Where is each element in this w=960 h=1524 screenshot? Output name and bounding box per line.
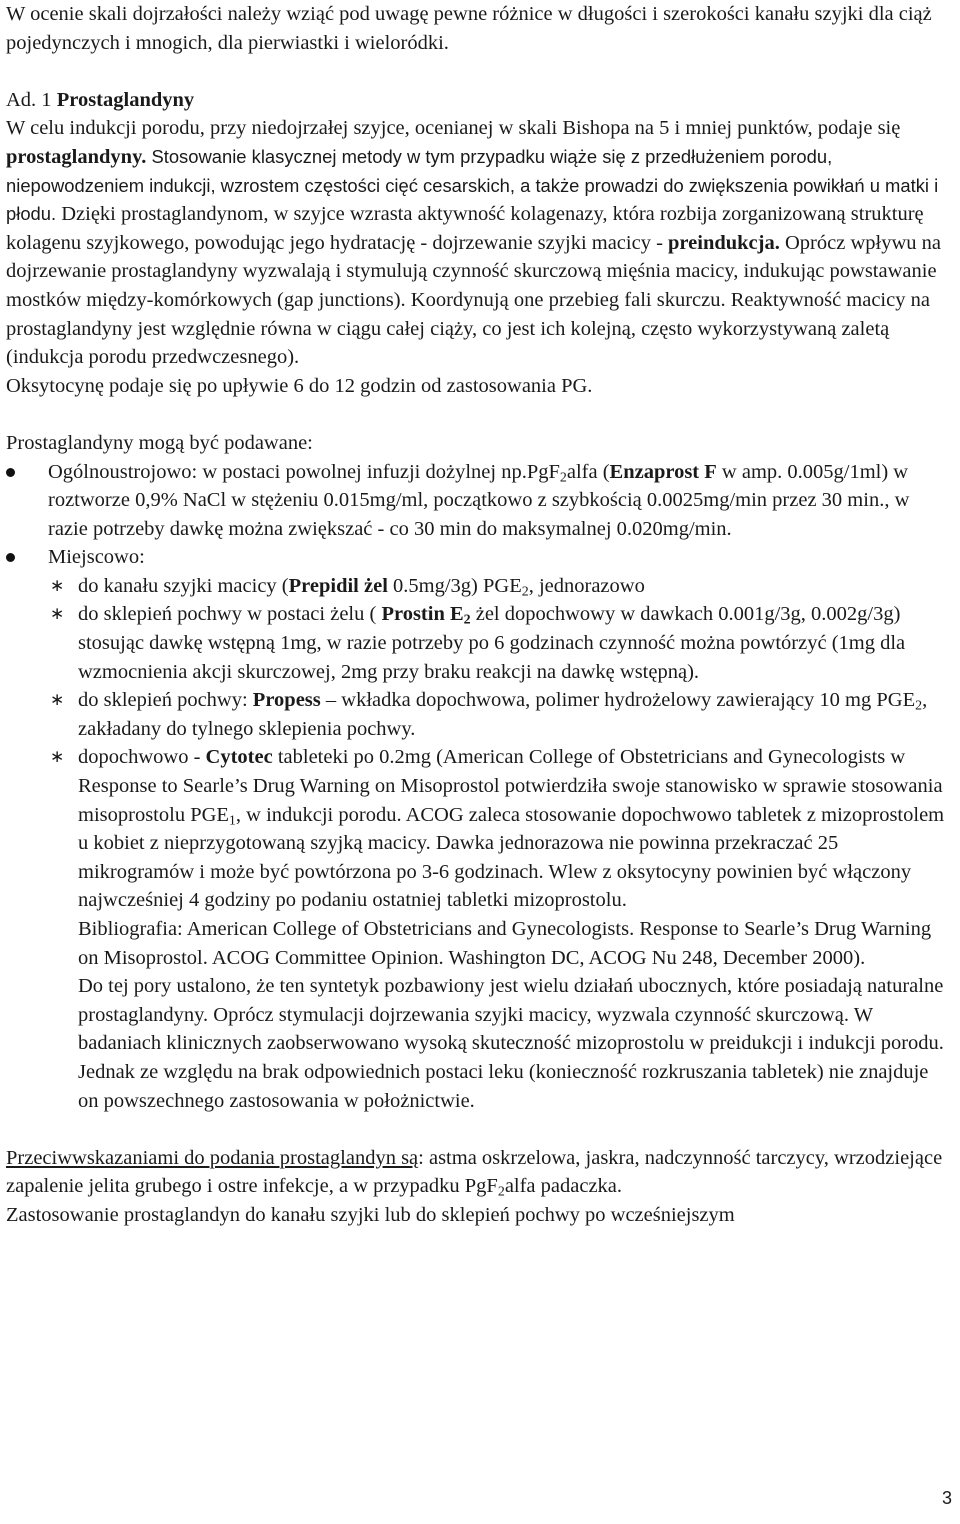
last-line: Zastosowanie prostaglandyn do kanału szyjki lub do sklepień pochwy po wcześniejszym xyxy=(6,1203,735,1226)
s2-text: do sklepień pochwy w postaci żelu ( xyxy=(78,603,382,626)
document-page xyxy=(6,0,954,1230)
s3-text: do sklepień pochwy: xyxy=(78,689,253,712)
subitem-prepidil xyxy=(6,572,954,601)
contra-text: : astma oskrzelowa, jaskra, nadczynność tarczycy, wrzodziejące zapalenie jelita grubego i ostre infekcje, a w przypadku PgF xyxy=(6,1146,943,1198)
bibliography: Bibliografia: American College of Obstetricians and Gynecologists. Response to Searle’s Drug Warning on Misoprostol. ACOG Committee Opinion. Washington DC, ACOG Nu 248, December 2000). xyxy=(78,918,932,969)
spacer xyxy=(6,57,954,86)
bullet-dot-icon xyxy=(6,553,15,562)
p2-bold: preindukcja. xyxy=(668,231,780,254)
asterisk-icon: ∗ xyxy=(50,690,65,711)
s4-text: dopochwowo - xyxy=(78,746,206,769)
b1-text-b: alfa ( xyxy=(566,460,610,483)
s1-text: do kanału szyjki macicy ( xyxy=(78,574,289,597)
subitem-cytotec xyxy=(6,743,954,915)
subitem-propess xyxy=(6,686,954,743)
asterisk-icon: ∗ xyxy=(50,747,65,768)
p1-text: W celu indukcji porodu, przy niedojrzałej szyjce, ocenianej w skali Bishopa na 5 i mniej punktów, podaje się xyxy=(6,117,901,140)
s2-text-b: żel dopochwowy w dawkach 0.001g/3g, 0.002g/3g) stosując dawkę wstępną 1mg, w razie potrzeby po 6 godzinach czynność można powtórzyć (1mg dla wzmocnienia akcji skurczowej, 2mg przy braku reakcji na dawkę wstępną). xyxy=(78,603,906,683)
s1-bold: Prepidil żel xyxy=(288,574,388,597)
s4-sub: 1 xyxy=(228,813,236,829)
s2-bold-text: Prostin E xyxy=(381,603,464,626)
p1-bold: prostaglandyny. xyxy=(6,145,147,168)
s3-sub: 2 xyxy=(915,698,923,714)
intro-paragraph: W ocenie skali dojrzałości należy wziąć pod uwagę pewne różnice w długości i szerokości kanału szyjki dla ciąż pojedynczych i mnogich, dla pierwiastki i wieloródki. xyxy=(6,3,932,54)
s2-sub: 2 xyxy=(463,612,471,628)
subitem-prostin xyxy=(6,600,954,686)
s3-bold: Propess xyxy=(252,689,321,712)
p2-text: Dzięki prostaglandynom, w szyjce wzrasta aktywność kolagenazy, która rozbija zorganizowaną strukturę kolagenu szyjkowego, powodując jego hydratację - dojrzewanie szyjki macicy - xyxy=(6,203,924,254)
s1-sub: 2 xyxy=(521,584,529,600)
s3-text-c: , zakładany do tylnego sklepienia pochwy. xyxy=(78,689,928,740)
spacer xyxy=(6,1115,954,1144)
oxytocin-line: Oksytocynę podaje się po upływie 6 do 12 godzin od zastosowania PG. xyxy=(6,374,593,397)
s1-text-b: 0.5mg/3g) PGE xyxy=(387,574,522,597)
contra-sub: 2 xyxy=(497,1184,505,1200)
b2-text: Miejscowo: xyxy=(48,546,145,569)
bullet-dot-icon xyxy=(6,468,15,477)
s4-bold: Cytotec xyxy=(205,746,273,769)
b1-text: Ogólnoustrojowo: w postaci powolnej infuzji dożylnej np.PgF xyxy=(48,460,560,483)
heading-prefix: Ad. 1 xyxy=(6,88,57,111)
s4-text-b: tableteki po 0.2mg (American College of Obstetricians and Gynecologists w Response to Searle’s Drug Warning on Misoprostol potwierdziła swoje stanowisko w sprawie stosowania misoprostolu PGE xyxy=(78,746,943,826)
p2-rest: Oprócz wpływu na dojrzewanie prostaglandyny wyzwalają i stymulują czynność skurczową mięśnia macicy, indukując powstawanie mostków między-komórkowych (gap junctions). Koordynują one przebieg fali skurczu. Reaktywność macicy na prostaglandyny jest względnie równa w ciągu całej ciąży, co jest ich kolejną, często wykorzystywaną zaletą (indukcja porodu przedwczesnego). xyxy=(6,231,941,369)
contra-text-b: alfa padaczka. xyxy=(504,1175,623,1198)
b1-bold: Enzaprost F xyxy=(609,460,717,483)
asterisk-icon: ∗ xyxy=(50,604,65,625)
b1-sub: 2 xyxy=(559,469,567,485)
bullet-systemic xyxy=(6,458,954,544)
admin-lead: Prostaglandyny mogą być podawane: xyxy=(6,431,313,454)
prostaglandin-paragraph xyxy=(6,114,954,371)
contraindications-paragraph xyxy=(6,1144,954,1201)
page-number: 3 xyxy=(941,1488,952,1508)
b1-text-c: w amp. 0.005g/1ml) w roztworze 0,9% NaCl w stężeniu 0.015mg/ml, początkowo z szybkością 0.0025mg/min przez 30 min., w razie potrzeby dawkę można zwiększać - co 30 min do maksymalnej 0.020mg/min. xyxy=(48,460,910,540)
contra-label: Przeciwwskazaniami do podania prostaglandyn są xyxy=(6,1146,419,1169)
s3-text-b: – wkładka dopochwowa, polimer hydrożelowy zawierający 10 mg PGE xyxy=(320,689,916,712)
p2-sans-text: Stosowanie klasycznej metody w tym przypadku wiąże się z przedłużeniem porodu, niepowodzeniem indukcji, wzrostem częstości cięć cesarskich, a także prowadzi do zwiększenia powikłań u matki i płodu. xyxy=(6,145,939,225)
section-heading xyxy=(6,86,954,115)
bullet-local xyxy=(6,543,954,572)
heading-title: Prostaglandyny xyxy=(56,88,195,111)
asterisk-icon: ∗ xyxy=(50,575,65,596)
spacer xyxy=(6,400,954,429)
s4-text-c: , w indukcji porodu. ACOG zaleca stosowanie dopochwowo tabletek z mizoprostolem u kobiet z nieprzygotowaną szyjką macicy. Dawka jednorazowa nie powinna przekraczać 25 mikrogramów i może być powtórzona po 3-6 godzinach. Wlew z oksytocyny powinien być włączony najwcześniej 4 godziny po podaniu ostatniej tabletki mizoprostolu. xyxy=(78,803,945,912)
s1-text-c: , jednorazowo xyxy=(528,574,645,597)
synthetic-paragraph: Do tej pory ustalono, że ten syntetyk pozbawiony jest wielu działań ubocznych, które posiadają naturalne prostaglandyny. Oprócz stymulacji dojrzewania szyjki macicy, wyzwala czynność skurczową. W badaniach klinicznych zaobserwowano wysoką skuteczność mizoprostolu w preidukcji i indukcji porodu. Jednak ze względu na brak odpowiednich postaci leku (konieczność rozkruszania tabletek) nie znajduje on powszechnego zastosowania w położnictwie. xyxy=(78,975,944,1112)
s2-bold xyxy=(381,603,471,628)
